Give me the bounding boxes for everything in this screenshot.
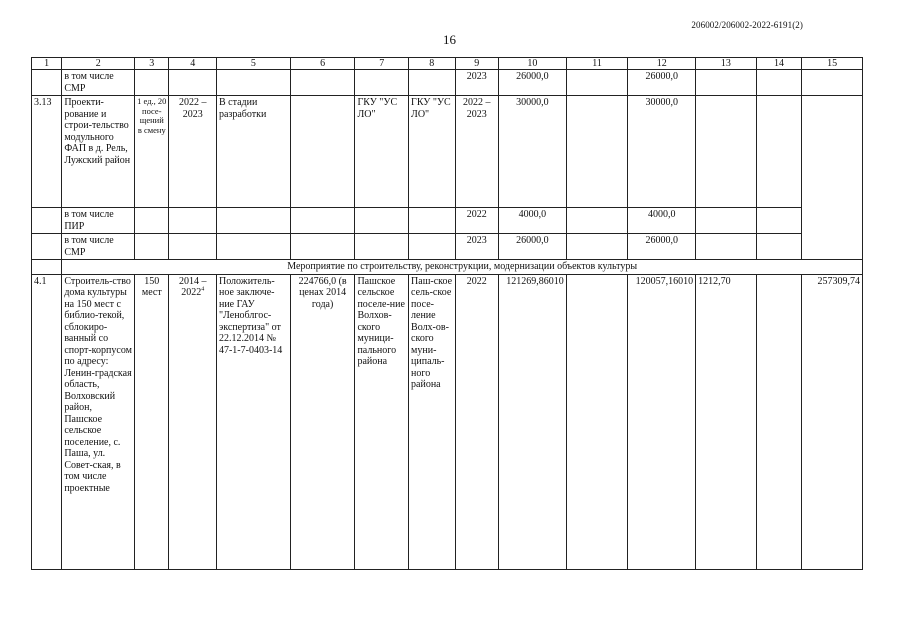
cell-number: [32, 70, 62, 96]
cell-year: 2023: [455, 234, 498, 260]
column-number: 3: [135, 58, 169, 70]
column-number: 5: [216, 58, 290, 70]
cell-number: 4.1: [32, 274, 62, 569]
cell-funding: 26000,0: [628, 234, 696, 260]
cell-expertise: Положитель-ное заключе-ние ГАУ "Леноблгос-экспертиза" от 22.12.2014 № 47-1-7-0403-14: [216, 274, 290, 569]
cell-year: 2022: [455, 274, 498, 569]
footnote-marker: 4: [201, 286, 205, 293]
column-number: 13: [696, 58, 757, 70]
column-number: 1: [32, 58, 62, 70]
column-numbers-row: [32, 58, 863, 70]
column-number: 8: [409, 58, 456, 70]
cell-name: Строитель-ство дома культуры на 150 мест с библио-текой, сблокиро-ванный со спорт-корпусом по адресу: Ленин-градская область, Волховский район, Пашское сельское поселение, с. Паша, ул. Совет-ская, в том числе проектные: [62, 274, 135, 569]
cell-expertise: В стадии разработки: [216, 96, 290, 208]
cell-total: 30000,0: [499, 96, 567, 208]
cell-year: 2022: [455, 208, 498, 234]
cell-name: в том числе ПИР: [62, 208, 135, 234]
cell-period: 2014 – 2022$^4$: [169, 274, 217, 569]
cell-funding: 26000,0: [628, 70, 696, 96]
cell-owner: Паш-ское сель-ское посе-ление Волх-ов-ского муни-ципаль-ного района: [409, 274, 456, 569]
cell-total: 26000,0: [499, 70, 567, 96]
column-number: 11: [566, 58, 628, 70]
column-number: 7: [355, 58, 409, 70]
cell-total: 4000,0: [499, 208, 567, 234]
cell-number: 3.13: [32, 96, 62, 208]
table-row: [32, 70, 863, 96]
cell-period: 2022 – 2023: [169, 96, 217, 208]
cell-capacity: 1 ед., 20 посе-щений в смену: [135, 96, 169, 208]
section-title: Мероприятие по строительству, реконструкции, модернизации объектов культуры: [62, 260, 863, 275]
cell-name: в том числе СМР: [62, 234, 135, 260]
column-number: 9: [455, 58, 498, 70]
cell-name: Проекти-рование и строи-тельство модульного ФАП в д. Рель, Лужский район: [62, 96, 135, 208]
column-number: 12: [628, 58, 696, 70]
document-reference: 206002/206002-2022-6191(2): [691, 20, 803, 30]
cell-local-budget: 1212,70: [696, 274, 757, 569]
cell-estimate: 224766,0 (в ценах 2014 года): [290, 274, 355, 569]
cell-name: в том числе СМР: [62, 70, 135, 96]
cell-capacity: 150 мест: [135, 274, 169, 569]
cell-total: 121269,86010: [499, 274, 567, 569]
table-row: [32, 208, 863, 234]
program-table: [31, 57, 863, 570]
cell-owner: ГКУ "УС ЛО": [409, 96, 456, 208]
cell-funding: 120057,16010: [628, 274, 696, 569]
cell-customer: Пашское сельское поселе-ние Волхов-ского муници-пального района: [355, 274, 409, 569]
cell-year: 2022 – 2023: [455, 96, 498, 208]
column-number: 6: [290, 58, 355, 70]
table-row: [32, 96, 863, 208]
table-row: [32, 234, 863, 260]
cell-funding: 30000,0: [628, 96, 696, 208]
column-number: 2: [62, 58, 135, 70]
cell-total: 26000,0: [499, 234, 567, 260]
section-row: [32, 260, 863, 275]
column-number: 14: [756, 58, 801, 70]
column-number: 15: [802, 58, 863, 70]
column-number: 10: [499, 58, 567, 70]
column-number: 4: [169, 58, 217, 70]
cell-customer: ГКУ "УС ЛО": [355, 96, 409, 208]
cell-funding: 4000,0: [628, 208, 696, 234]
cell-result: 257309,74: [802, 274, 863, 569]
cell-year: 2023: [455, 70, 498, 96]
page-number: 16: [443, 32, 456, 47]
table-row: [32, 274, 863, 569]
